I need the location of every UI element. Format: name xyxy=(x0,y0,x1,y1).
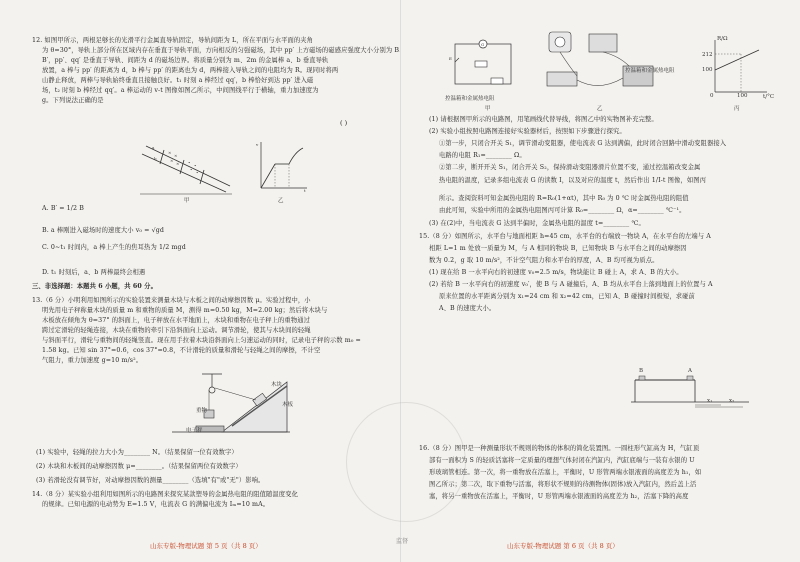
graph-x-tick-100: 100 xyxy=(737,93,748,99)
q14-caption-jia: 甲 xyxy=(485,106,491,112)
svg-text:×: × xyxy=(168,150,172,155)
section-3-title: 三、非选择题：本题共 6 小题，共 60 分。 xyxy=(32,283,157,290)
q12-line1: 12. 如图甲所示，两根足够长的光滑平行金属直导轨固定，导轨间距为 L，所在平面与水平面的夹角 xyxy=(32,37,314,44)
q12-option-d: D. t₁ 时刻后，a、b 两棒最终会相遇 xyxy=(42,269,146,276)
q12-line4: 放置，a 棒与 pp′ 的距离为 d，b 棒与 pp′ 的距离也为 d，两棒接入导轨之间的电阻均为 R。现同时将两 xyxy=(42,67,339,74)
q13-line5: 与斜面平行，滑轮与重物间的轻绳竖直。现在用手拉着木块沿斜面向上匀速运动的同时，记录电子秤的示数 m₀ = xyxy=(42,337,361,344)
q16-line1: 16.（8 分）图甲是一种测量形状不规则的物体的体积的简化装置图。一圆柱形气缸高为 H，气缸顶 xyxy=(419,445,700,452)
q12-caption-yi: 乙 xyxy=(278,198,284,204)
svg-text:t: t xyxy=(304,188,306,193)
q15-label-x1: x₁ xyxy=(707,398,713,404)
svg-text:G: G xyxy=(481,42,485,47)
q16-line5: 塞，将另一重物放在活塞上，平衡时，U 形管两端水银液面的高度差为 h₂，活塞下降的高度 xyxy=(429,493,689,500)
q14-sub1: (1) 请根据图甲所示的电路图，用笔画线代替导线，将图乙中的实物图补充完整。 xyxy=(429,116,658,123)
svg-text:E: E xyxy=(449,56,452,61)
q13-line1: 13.（6 分）小明利用如图所示的实验装置来测量木块与木板之间的动摩擦因数 μ。实验过程中，小 xyxy=(32,297,311,304)
q12-fig-yi xyxy=(255,138,310,193)
q15-label-x2: x₂ xyxy=(729,398,735,404)
svg-text:b: b xyxy=(154,156,157,161)
q15-sub2: (2) 若给 B 一水平向右的初速度 v₀′，使 B 与 A 碰撞后，A、B 均从水平台上落到地面上的位置与 A xyxy=(429,281,713,288)
svg-text:×: × xyxy=(176,161,180,166)
q12-line6: 场，t₂ 时刻 b 棒经过 qq′。a 棒运动的 v-t 图像如图乙所示，中间图线平行于横轴，重力加速度为 xyxy=(42,87,319,94)
q15-line2: 相距 L=1 m 处放一质量为 M，与 A 相同的物块 B，已知物块 B 与水平台之间的动摩擦因 xyxy=(429,245,687,252)
svg-text:a: a xyxy=(152,145,155,150)
q14-caption-bing: 丙 xyxy=(734,106,740,112)
q15-label-b: B xyxy=(639,368,644,374)
watermark-seal xyxy=(346,402,466,522)
q14-caption-yi: 乙 xyxy=(597,106,603,112)
q16-line3: 形玻璃管相连。第一次，将一重物放在活塞上，平衡时，U 形管两端水银液面的高度差为 h₁，如 xyxy=(429,469,702,476)
q13-line7: 气阻力，重力加速度 g=10 m/s²。 xyxy=(42,357,143,364)
q13-label-scale: 电子秤 xyxy=(186,428,203,434)
q14-step1b: 电路的电阻 R₁=________ Ω。 xyxy=(439,152,526,159)
left-footer: 山东专版-物理试题 第 5 页（共 8 页） xyxy=(150,542,262,550)
q13-line2: 明先用电子秤称量木块的质量 m 和重物的质量 M，测得 m=0.50 kg，M=2.00 kg；然后将木块与 xyxy=(42,307,328,314)
q12-line3: B′，pp′、qq′ 是垂直于导轨、间距为 d 的磁场边界。将质量分别为 m、2m 的金属棒 a、b 垂直导轨 xyxy=(42,57,329,64)
q14-caption-mid: 控温箱和金属热电阻 xyxy=(625,68,675,74)
q15-label-a: A xyxy=(688,368,692,374)
q13-sub3: (3) 若滑轮没有调节好，对动摩擦因数的测量________（选填"有"或"无"）影响。 xyxy=(36,477,265,484)
svg-text:•: • xyxy=(188,160,191,165)
q13-line4: 跨过定滑轮的轻绳连接，木块在重物的牵引下沿斜面向上运动。调节滑轮，使其与木块间的轻绳 xyxy=(42,327,311,334)
svg-text:v: v xyxy=(256,142,259,147)
q13-label-board: 木板 xyxy=(282,402,294,408)
q15-sub2c: A、B 的速度大小。 xyxy=(439,305,496,312)
q13-sub1: (1) 实验中，轻绳的拉力大小为________ N。（结果保留一位有效数字） xyxy=(36,449,238,456)
q14-sub2: (2) 实验小组按照电路图连接好实验器材后，按照如下步骤进行探究。 xyxy=(429,128,626,135)
svg-text:×: × xyxy=(174,153,178,158)
q12-line7: g。下列说法正确的是 xyxy=(42,97,104,104)
q15-line1: 15.（8 分）如图所示，水平台与地面相距 h=45 cm，水平台的右端放一物块 A，在水平台的左端与 A xyxy=(419,233,711,240)
q12-option-b: B. a 棒刚进入磁场时的速度大小 v₀ = √gd xyxy=(42,227,164,234)
graph-x-tick-0: 0 xyxy=(710,93,714,99)
q15-sub1: (1) 现在给 B 一水平向右的初速度 v₀=2.5 m/s，物块能让 B 碰上 A，求 A、B 的大小。 xyxy=(429,269,683,276)
q12-option-c: C. 0~t₁ 时间内，a 棒上产生的焦耳热为 1/2 mgd xyxy=(42,244,186,251)
q14-line2: 的规律。已知电源的电动势为 E=1.5 V，电流表 G 的满偏电流为 Iₘ=10 mA。 xyxy=(42,501,270,508)
q14-sub3: (3) 在(2)中，当电流表 G 达到半偏时，金属热电阻的温度 t=________ ℃。 xyxy=(429,220,645,227)
q14-step2b: 热电阻的温度，记录多组电流表 G 的读数 I，以及对应的温度 t，然后作出 1/I-t 图像，如图丙 xyxy=(439,177,707,184)
q13-label-weight: 重物 xyxy=(196,408,208,414)
q12-caption-jia: 甲 xyxy=(184,198,190,204)
graph-y-tick-212: 212 xyxy=(702,52,713,58)
q12-line5: 山静止释放，两棒与导轨始终垂直且接触良好。t₁ 时刻 a 棒经过 qq′，b 棒恰好到达 pp′ 进入磁 xyxy=(42,77,314,84)
q14-caption-left: 控温箱和金属热电阻 xyxy=(445,96,495,102)
q15-sub2b: 原来位置的水平距离分别为 x₁=24 cm 和 x₂=42 cm，已知 A、B 碰撞时间极短，求碰前 xyxy=(439,293,695,300)
right-footer: 山东专版-物理试题 第 6 页（共 8 页） xyxy=(507,542,619,550)
q13-label-block: 木块 xyxy=(271,382,283,388)
q12-option-a: A. B′ = 1/2 B xyxy=(42,205,84,212)
q16-line4: 图乙所示；第二次，取下重物与活塞，将形状不规则的待测物体(固体)放入汽缸内，然后盖上活 xyxy=(429,481,697,488)
q14-step2d: 由此可知，实验中所用的金属热电阻图丙可计算 R₀=________ Ω，α=________ ℃⁻¹。 xyxy=(439,207,686,214)
graph-axis-x: t/°C xyxy=(763,94,775,100)
q12-fig-jia xyxy=(140,140,235,195)
q14-fig-apparatus xyxy=(539,26,659,104)
q14-fig-circuit xyxy=(449,36,517,92)
q13-line3: 木板放在倾角为 θ=37° 的斜面上，电子秤放在水平地面上，木块和重物在电子秤上的重物通过 xyxy=(42,317,311,324)
q13-sub2: (2) 木块和木板间的动摩擦因数 μ=________。（结果保留两位有效数字） xyxy=(36,463,242,470)
q14-step2c: 所示。查阅资料可知金属热电阻的 R=R₀(1+αt)，其中 R₀ 为 0 ℃ 时金属热电阻的阻值 xyxy=(439,195,689,202)
q12-answer-paren: ( ) xyxy=(340,119,348,127)
q16-line2: 部有一面积为 S 的轻质活塞将一定质量的理想气体封闭在汽缸内，汽缸底端与一装有水银的 U xyxy=(429,457,695,464)
q14-line1: 14.（8 分）某实验小组利用如图所示的电路图来探究某款塑导的金属热电阻的阻值随温度变化 xyxy=(32,491,298,498)
q12-line2: 为 θ=30°，导轨上部分所在区域内存在垂直于导轨平面，方向相反的匀强磁场，其中 pp′ 上方磁场的磁感应强度大小分别为 B、 xyxy=(42,47,406,54)
q14-step2: ②第二步，断开开关 S₁，闭合开关 S₂，保持滑动变阻器滑片位置不变，通过控温箱改变金属 xyxy=(439,164,701,171)
svg-text:•: • xyxy=(194,163,197,168)
q13-line6: 1.58 kg。已知 sin 37°=0.6，cos 37°=0.8，不计滑轮的质量和滑轮与轻绳之间的摩擦，不计空 xyxy=(42,347,321,354)
graph-axis-y: R/Ω xyxy=(717,36,728,42)
watermark-text: 监督 xyxy=(396,538,409,545)
q15-line3: 数为 0.2，g 取 10 m/s²，不计空气阻力和水平台的厚度，A、B 均可视为质点。 xyxy=(429,257,659,264)
svg-text:•: • xyxy=(190,167,193,172)
graph-y-tick-100: 100 xyxy=(702,67,713,73)
svg-text:•: • xyxy=(196,170,199,175)
svg-text:×: × xyxy=(170,158,174,163)
q14-step1: ①第一步，只闭合开关 S₁，调节滑动变阻器，使电流表 G 达到满偏，此时闭合回路中滑动变阻器接入 xyxy=(439,140,727,147)
